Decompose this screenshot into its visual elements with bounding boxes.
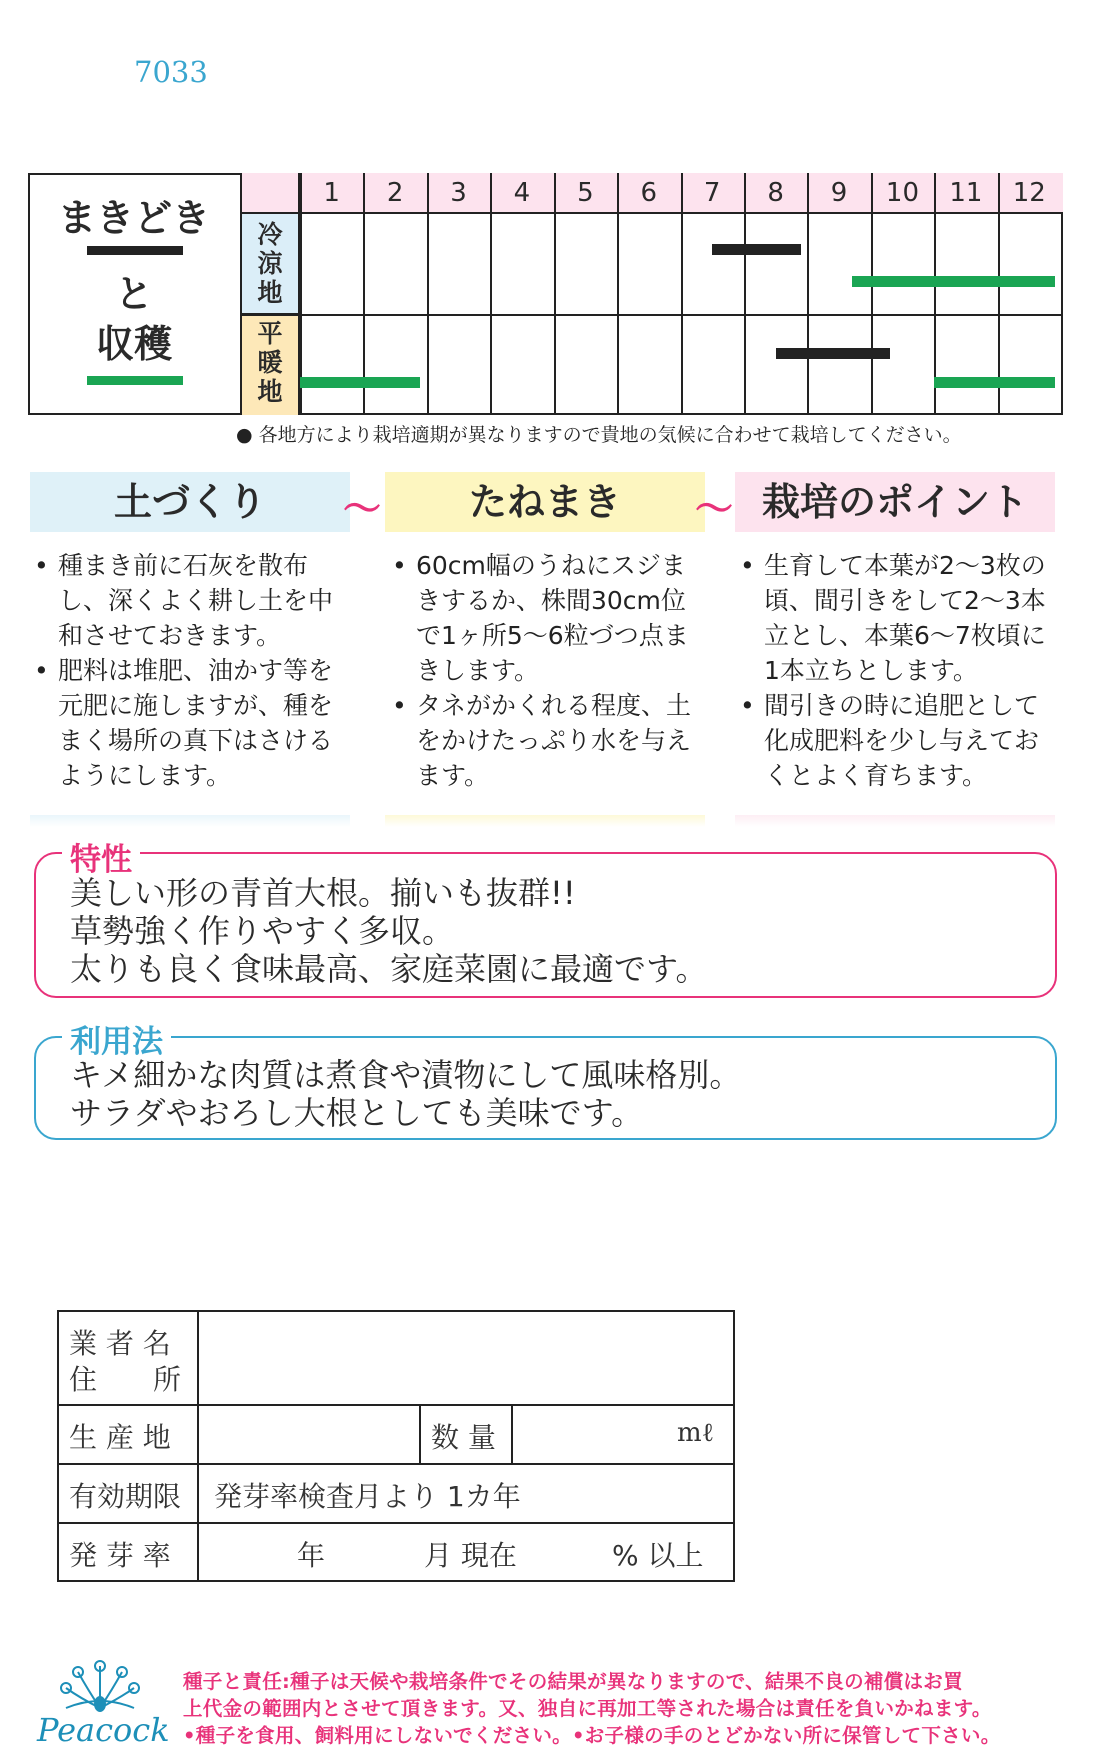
spec-table xyxy=(57,1310,735,1582)
expiry-value: 発芽率検査月より 1カ年 xyxy=(214,1480,521,1513)
method-body-soil xyxy=(32,548,348,793)
origin-label: 生 産 地 xyxy=(69,1421,171,1454)
disclaimer-line-3: •種子を食用、飼料用にしないでください。•お子様の手のとどかない所に保管して下さい。 xyxy=(183,1724,1001,1747)
method-sowing-item-2: • タネがかくれる程度、土をかけたっぷり水を与えます。 xyxy=(390,688,706,793)
spec-row-divider-2 xyxy=(59,1463,733,1465)
method-header-points: 栽培のポイント xyxy=(735,472,1055,532)
disclaimer xyxy=(183,1668,1063,1749)
harvest-legend-bar xyxy=(87,376,183,385)
spec-qty-divider-1 xyxy=(419,1404,421,1463)
month-label-8: 8 xyxy=(767,178,784,208)
month-divider xyxy=(490,173,492,415)
spec-qty-divider-2 xyxy=(511,1404,513,1463)
features-line-3: 太りも良く食味最高、家庭菜園に最適です。 xyxy=(70,950,708,988)
month-divider xyxy=(617,173,619,415)
month-label-9: 9 xyxy=(830,178,848,208)
method-soil-item-2: • 肥料は堆肥、油かす等を元肥に施しますが、種をまく場所の真下はさけるようにします。 xyxy=(32,653,348,793)
region-header-blank xyxy=(242,173,300,214)
harvest-bar-3 xyxy=(300,377,420,388)
region-warm-char-1: 平 xyxy=(257,319,283,348)
month-label-12: 12 xyxy=(1012,178,1046,208)
month-divider xyxy=(807,173,809,415)
features-label: 特性 xyxy=(62,834,140,879)
spec-row-divider-3 xyxy=(59,1522,733,1524)
month-label-6: 6 xyxy=(640,178,658,208)
region-cold-char-2: 涼 xyxy=(257,249,283,278)
qty-label: 数 量 xyxy=(431,1421,496,1454)
month-divider xyxy=(744,173,746,415)
vendor-label: 業 者 名 xyxy=(69,1327,171,1360)
schedule-title xyxy=(28,173,242,415)
spec-row-divider-1 xyxy=(59,1404,733,1406)
method-header-soil: 土づくり xyxy=(30,472,350,532)
region-divider xyxy=(242,314,1063,316)
tilde-2: 〜 xyxy=(695,487,734,531)
region-cold-char-3: 地 xyxy=(257,278,283,307)
month-label-1: 1 xyxy=(323,178,340,208)
schedule-title-harvest: 収穫 xyxy=(95,322,172,366)
month-label-10: 10 xyxy=(885,178,919,208)
germination-year: 年 xyxy=(297,1539,326,1572)
expiry-label: 有効期限 xyxy=(69,1480,182,1513)
month-divider xyxy=(871,173,873,415)
usage-line-1: キメ細かな肉質は煮食や漬物にして風味格別。 xyxy=(70,1056,742,1094)
usage-line-2: サラダやおろし大根としても美味です。 xyxy=(70,1094,644,1132)
month-label-2: 2 xyxy=(386,178,404,208)
germination-percent: % 以上 xyxy=(612,1539,704,1572)
features-line-2: 草勢強く作りやすく多収。 xyxy=(70,912,455,950)
brand-name: Peacock xyxy=(37,1711,170,1749)
sowing-bar-0 xyxy=(712,244,801,255)
month-label-4: 4 xyxy=(513,178,531,208)
month-label-5: 5 xyxy=(577,178,594,208)
month-label-3: 3 xyxy=(450,178,467,208)
harvest-bar-4 xyxy=(934,377,1054,388)
method-body-sowing xyxy=(390,548,706,793)
method-shadow-1 xyxy=(30,815,350,827)
features-line-1: 美しい形の青首大根。揃いも抜群!! xyxy=(70,874,576,912)
region-warm-char-3: 地 xyxy=(257,377,283,406)
schedule-title-and: と xyxy=(114,272,153,316)
method-shadow-2 xyxy=(385,815,705,827)
product-code: 7033 xyxy=(134,55,208,89)
method-points-item-2: • 間引きの時に追肥として化成肥料を少し与えておくとよく育ちます。 xyxy=(738,688,1058,793)
disclaimer-line-1: 種子と責任:種子は天候や栽培条件でその結果が異なりますので、結果不良の補償はお買 xyxy=(183,1670,963,1693)
month-divider xyxy=(681,173,683,415)
usage-label: 利用法 xyxy=(62,1016,171,1061)
region-warm-char-2: 暖 xyxy=(257,348,283,377)
schedule-note: ● 各地方により栽培適期が異なりますので貴地の気候に合わせて栽培してください。 xyxy=(236,424,962,446)
month-divider xyxy=(427,173,429,415)
qty-unit: mℓ xyxy=(677,1418,715,1448)
spec-col-divider xyxy=(197,1312,199,1580)
address-label: 住 所 xyxy=(69,1363,182,1396)
region-cold-char-1: 冷 xyxy=(257,220,283,249)
method-header-sowing: たねまき xyxy=(385,472,705,532)
usage-text xyxy=(70,1056,741,1132)
sowing-legend-bar xyxy=(87,246,183,255)
method-shadow-3 xyxy=(735,815,1055,827)
sowing-bar-2 xyxy=(776,348,890,359)
germination-month: 月 現在 xyxy=(424,1539,517,1572)
germination-label: 発 芽 率 xyxy=(69,1539,171,1572)
method-soil-item-1: • 種まき前に石灰を散布し、深くよく耕し土を中和させておきます。 xyxy=(32,548,348,653)
month-label-11: 11 xyxy=(949,178,983,208)
schedule-title-sowing: まきどき xyxy=(57,196,210,240)
month-divider xyxy=(554,173,556,415)
region-warm xyxy=(242,315,300,415)
disclaimer-line-2: 上代金の範囲内とさせて頂きます。又、独自に再加工等された場合は責任を負いかねます。 xyxy=(183,1697,992,1720)
tilde-1: 〜 xyxy=(343,487,382,531)
month-label-7: 7 xyxy=(703,178,721,208)
method-sowing-item-1: • 60cm幅のうねにスジまきするか、株間30cm位で1ヶ所5～6粒づつ点まきします。 xyxy=(390,548,706,688)
method-points-item-1: • 生育して本葉が2～3枚の頃、間引きをして2～3本立とし、本葉6～7枚頃に1本立ちとします。 xyxy=(738,548,1058,688)
region-cold xyxy=(242,214,300,315)
peacock-logo-icon xyxy=(60,1658,140,1718)
method-body-points xyxy=(738,548,1058,793)
features-text xyxy=(70,874,707,988)
harvest-bar-1 xyxy=(852,276,1055,287)
